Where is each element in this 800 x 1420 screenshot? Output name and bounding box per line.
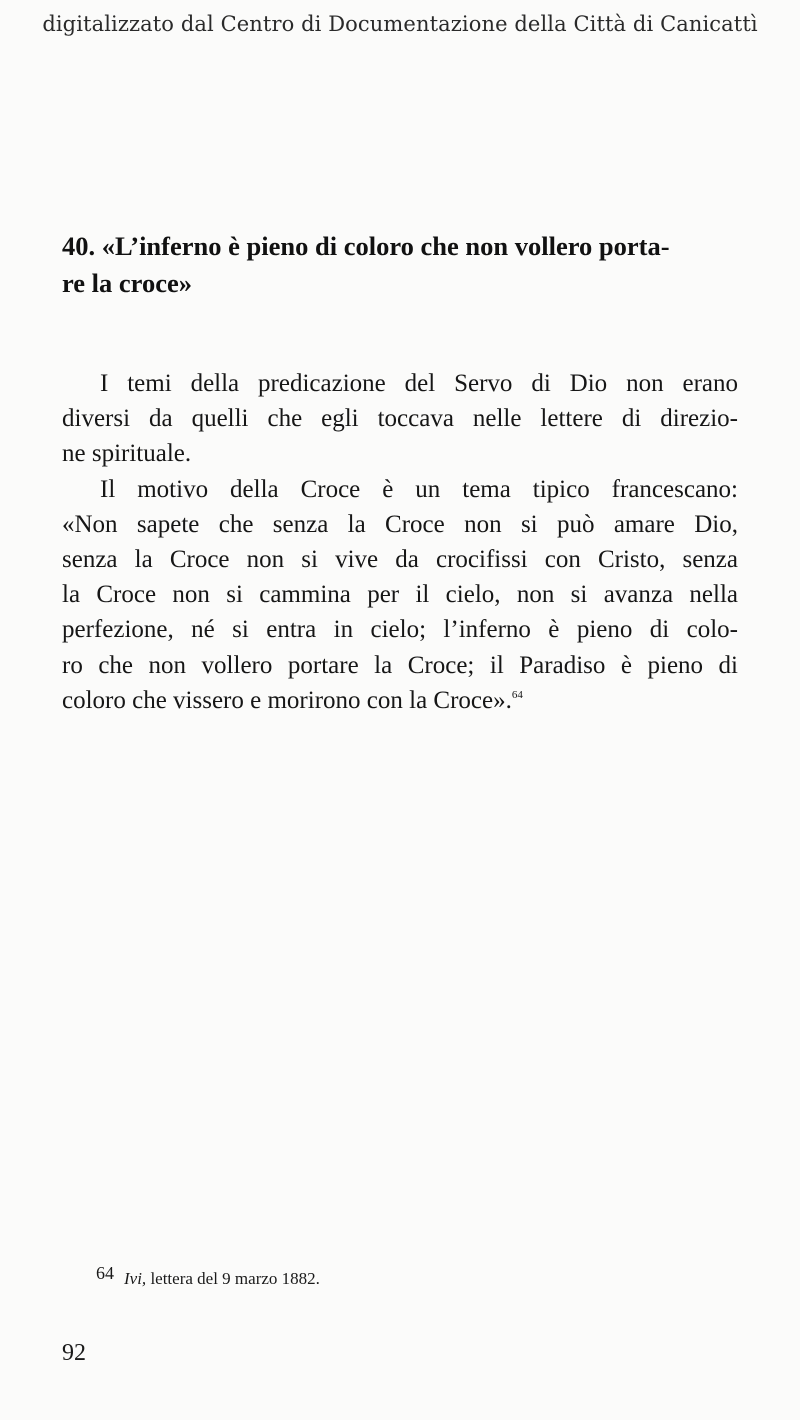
paragraph-line: senza la Croce non si vive da crocifissi con Cristo, senza	[62, 546, 738, 574]
paragraph-line: «Non sapete che senza la Croce non si può amare Dio,	[62, 510, 738, 538]
digitization-watermark: digitalizzato dal Centro di Documentazione della Città di Canicattì	[42, 12, 758, 36]
paragraph-line-text: coloro che vissero e morirono con la Croce».	[62, 686, 512, 714]
chapter-title-line: 40. «L’inferno è pieno di coloro che non vollero porta-	[62, 231, 670, 261]
paragraph-line: perfezione, né si entra in cielo; l’inferno è pieno di colo-	[62, 616, 738, 644]
paragraph-line: ro che non vollero portare la Croce; il Paradiso è pieno di	[62, 651, 738, 679]
footnote-source: Ivi,	[124, 1269, 147, 1288]
paragraph-line: ne spirituale.	[62, 440, 192, 468]
paragraph-line: la Croce non si cammina per il cielo, non si avanza nella	[62, 581, 738, 609]
paragraph-line: Il motivo della Croce è un tema tipico francescano:	[100, 475, 738, 503]
page-number: 92	[62, 1340, 86, 1366]
paragraph-line-with-footnote	[62, 683, 738, 718]
footnote-number: 64	[96, 1263, 114, 1283]
footnote-text: lettera del 9 marzo 1882.	[146, 1269, 320, 1288]
body-text	[62, 366, 738, 718]
paragraph-line: I temi della predicazione del Servo di Dio non erano	[100, 370, 738, 397]
chapter-title	[62, 228, 742, 302]
chapter-title-line: re la croce»	[62, 268, 192, 298]
footnote-reference: 64	[511, 688, 523, 701]
footnote	[96, 1263, 320, 1289]
paragraph-line: diversi da quelli che egli toccava nelle lettere di direzio-	[62, 405, 738, 433]
